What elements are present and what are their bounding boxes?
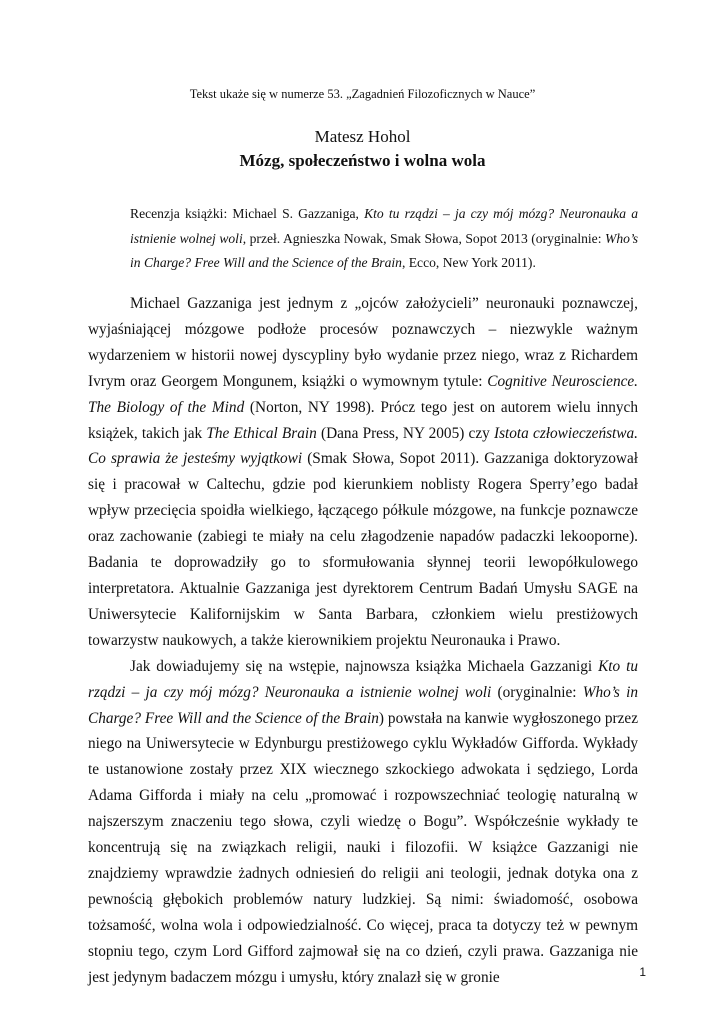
paragraph-2-text: Jak dowiadujemy się na wstępie, najnowsza książka Michaela Gazzanigi [130,657,599,675]
author-name: Matesz Hohol [314,127,411,146]
review-lead: Recenzja książki: Michael S. Gazzaniga, [130,206,365,221]
review-publisher: , Ecco, New York 2011). [401,255,536,270]
paragraph-1-italic: Istota człowieczeństwa. Co sprawia że jesteśmy wyjątkowi [88,424,638,468]
paragraph-1-italic: The Ethical Brain [206,424,317,442]
article-body [88,291,638,990]
paragraph-1-text: (Norton, NY 1998). Prócz tego jest on autorem wielu innych książek, takich jak [88,398,638,442]
paragraph-1-italic: Cognitive Neuroscience. The Biology of the Mind [88,372,639,416]
page-number: 1 [639,965,646,979]
paragraph-2-text: ) powstała na kanwie wygłoszonego przez niego na Uniwersytecie w Edynburgu prestiżowego cyklu Wykładów Gifforda. Wykłady te ustanowione zostały przez XIX wiecznego szkockiego adwokata i sędziego, Lorda Adama Gifforda i miały na celu „promować i rozpowszechniać teologię naturalną w najszerszym znaczeniu tego słowa, czyli wiedzę o Bogu”. Współcześnie wykłady te koncentrują się na związkach religii, nauki i filozofii. W książce Gazzanigi nie znajdziemy wprawdzie żadnych odniesień do religii ani teologii, jednak dotyka ona z pewnością głębokich problemów natury ludzkiej. Są nimi: świadomość, osobowa tożsamość, wolna wola i odpowiedzialność. Co więcej, praca ta dotyczy też w pewnym stopniu tego, czym Lord Gifford zajmował się na co dzień, czyli prawa. Gazzaniga nie jest jedynym badaczem mózgu i umysłu, który znalazł się w gronie [88,709,638,986]
article-title: Mózg, społeczeństwo i wolna wola [239,151,486,170]
paragraph-2-text: (oryginalnie: [491,683,583,701]
review-citation [130,202,638,276]
publication-note: Tekst ukaże się w numerze 53. „Zagadnień Filozoficznych w Nauce” [189,87,536,101]
paragraph-1-text: (Smak Słowa, Sopot 2011). Gazzaniga doktoryzował się i pracował w Caltechu, gdzie pod kierunkiem noblisty Rogera Sperry’ego badał wpływ przecięcia spoidła wielkiego, łączącego półkule mózgowe, na funkcje poznawcze oraz zachowanie (zabiegi te miały na celu złagodzenie napadów padaczki lekooporne). Badania te doprowadziły go to sformułowania słynnej teorii lewopółkulowego interpretatora. Aktualnie Gazzaniga jest dyrektorem Centrum Badań Umysłu SAGE na Uniwersytecie Kalifornijskim w Santa Barbara, członkiem wielu prestiżowych towarzystw naukowych, a także kierownikiem projektu Neuronauka i Prawo. [88,450,638,649]
paragraph-2-italic: Kto tu rządzi – ja czy mój mózg? Neuronauka a istnienie wolnej woli [88,657,638,701]
paragraph-2 [88,654,638,991]
book-title-pl: Kto tu rządzi – ja czy mój mózg? Neuronauka a istnienie wolnej woli [130,206,638,246]
review-details: , przeł. Agnieszka Nowak, Smak Słowa, Sopot 2013 (oryginalnie: [242,230,606,246]
paragraph-1-text: (Dana Press, NY 2005) czy [316,424,494,442]
paragraph-1-text: Michael Gazzaniga jest jednym z „ojców założycieli” neuronauki poznawczej, wyjaśniającej mózgowe podłoże procesów poznawczych – niezwykle ważnym wydarzeniem w historii nowej dyscypliny było wydanie przez niego, wraz z Richardem Ivrym oraz Georgem Mongunem, książki o wymownym tytule: [88,295,638,390]
book-title-en: Who’s in Charge? Free Will and the Science of the Brain [130,230,638,270]
paragraph-2-italic: Who’s in Charge? Free Will and the Science of the Brain [88,683,639,727]
paragraph-1 [88,291,638,654]
